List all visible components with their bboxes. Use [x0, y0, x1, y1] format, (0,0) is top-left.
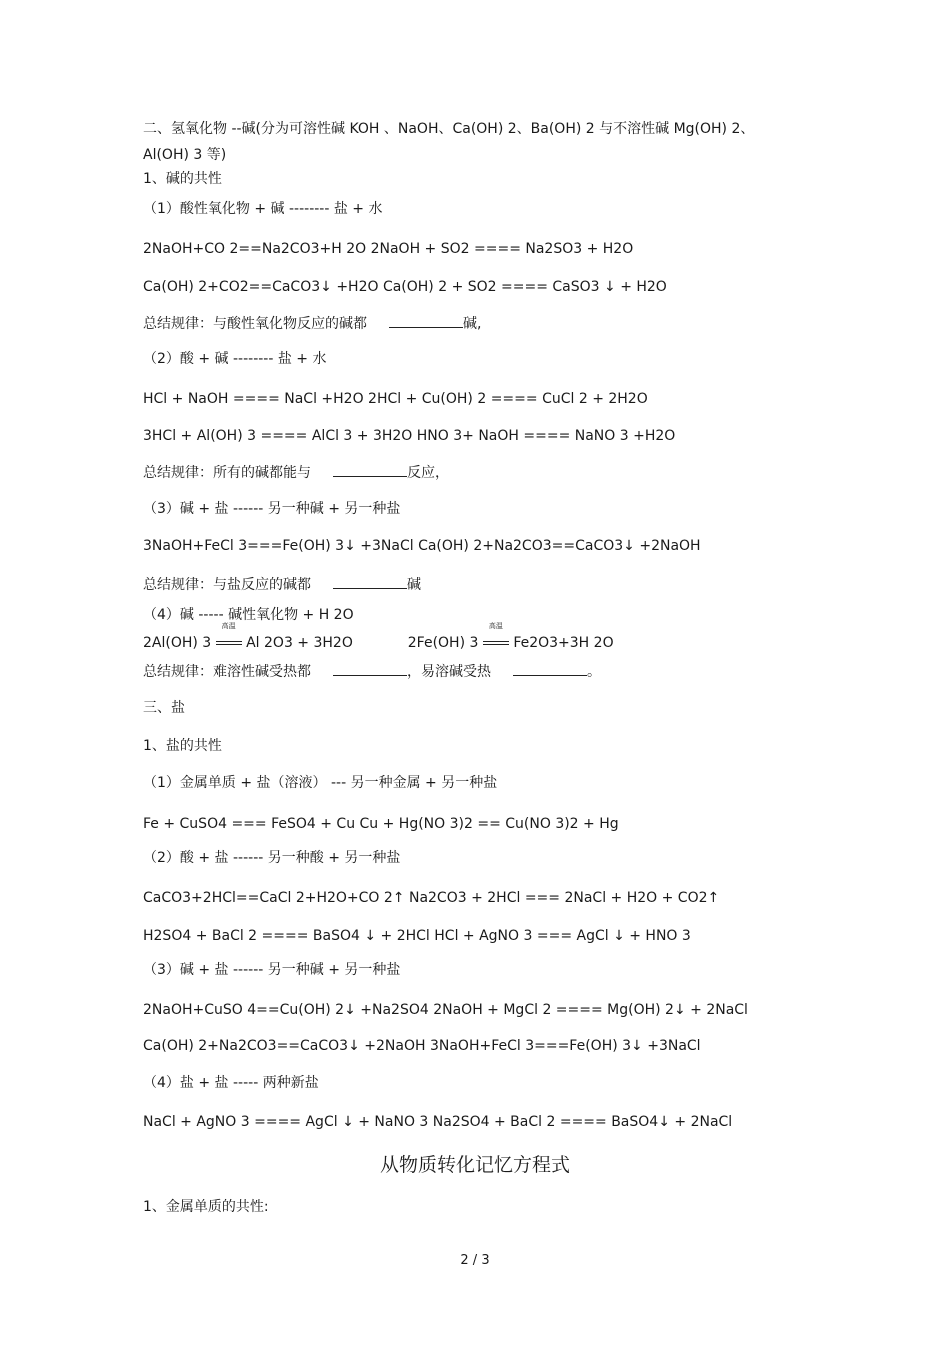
high-temperature-equals [216, 622, 242, 652]
summary-text: 总结规律：与酸性氧化物反应的碱都 [143, 316, 367, 332]
summary-text: 碱 [407, 577, 421, 593]
equation-line: HCl + NaOH ==== NaCl +H2O 2HCl + Cu(OH) 2 ==== CuCl 2 + 2H2O [143, 391, 648, 407]
summary-line [143, 662, 890, 681]
base-property-1-title: （1）酸性氧化物 + 碱 -------- 盐 + 水 [143, 201, 383, 217]
fill-in-blank [333, 575, 407, 589]
summary-text: 总结规律：难溶性碱受热都 [143, 664, 311, 680]
salt-property-3-title: （3）碱 + 盐 ------ 另一种碱 + 另一种盐 [143, 962, 401, 978]
salt-property-1-title: （1）金属单质 + 盐（溶液） --- 另一种金属 + 另一种盐 [143, 775, 498, 791]
summary-text: 碱, [463, 316, 482, 332]
section2-subheading: 1、碱的共性 [143, 171, 222, 187]
equation-line: H2SO4 + BaCl 2 ==== BaSO4 ↓ + 2HCl HCl + AgNO 3 === AgCl ↓ + HNO 3 [143, 928, 691, 944]
equation-line: Ca(OH) 2+CO2==CaCO3↓ +H2O Ca(OH) 2 + SO2 ==== CaSO3 ↓ + H2O [143, 279, 667, 295]
section3-subheading: 1、盐的共性 [143, 738, 222, 754]
equation-line: 3NaOH+FeCl 3===Fe(OH) 3↓ +3NaCl Ca(OH) 2+Na2CO3==CaCO3↓ +2NaOH [143, 538, 701, 554]
equation-line: Fe + CuSO4 === FeSO4 + Cu Cu + Hg(NO 3)2 == Cu(NO 3)2 + Hg [143, 816, 619, 832]
summary-line [143, 463, 890, 482]
equation-line: 2NaOH+CO 2==Na2CO3+H 2O 2NaOH + SO2 ==== Na2SO3 + H2O [143, 241, 634, 257]
section3-heading: 三、盐 [143, 700, 185, 716]
equation-product: Fe2O3+3H 2O [513, 635, 614, 651]
equation-line: NaCl + AgNO 3 ==== AgCl ↓ + NaNO 3 Na2SO4 + BaCl 2 ==== BaSO4↓ + 2NaCl [143, 1114, 733, 1130]
summary-text: 反应， [407, 465, 449, 481]
base-property-4-title: （4）碱 ----- 碱性氧化物 + H 2O [143, 607, 354, 623]
base-property-3-title: （3）碱 + 盐 ------ 另一种碱 + 另一种盐 [143, 501, 401, 517]
metal-property-heading: 1、金属单质的共性: [143, 1199, 269, 1215]
equation-line: 3HCl + Al(OH) 3 ==== AlCl 3 + 3H2O HNO 3+ NaOH ==== NaNO 3 +H2O [143, 428, 676, 444]
salt-property-4-title: （4）盐 + 盐 ----- 两种新盐 [143, 1075, 319, 1091]
summary-text: 总结规律：所有的碱都能与 [143, 465, 311, 481]
summary-text: 总结规律：与盐反应的碱都 [143, 577, 311, 593]
summary-text: 。 [587, 664, 601, 680]
condition-label: 高温 [488, 622, 503, 630]
summary-line [143, 314, 890, 333]
fill-in-blank [333, 662, 407, 676]
fill-in-blank [333, 463, 407, 477]
base-property-2-title: （2）酸 + 碱 -------- 盐 + 水 [143, 351, 327, 367]
summary-line [143, 575, 890, 594]
section2-heading-line1: 二、氢氧化物 --碱(分为可溶性碱 KOH 、NaOH、Ca(OH) 2、Ba(OH) 2 与不溶性碱 Mg(OH) 2、 [143, 121, 755, 137]
salt-property-2-title: （2）酸 + 盐 ------ 另一种酸 + 另一种盐 [143, 850, 401, 866]
summary-text: ，易溶碱受热 [407, 664, 491, 680]
section2-heading-line2: Al(OH) 3 等) [143, 147, 227, 163]
equation-line: Ca(OH) 2+Na2CO3==CaCO3↓ +2NaOH 3NaOH+FeCl 3===Fe(OH) 3↓ +3NaCl [143, 1038, 701, 1054]
equation-product: Al 2O3 + 3H2O [246, 635, 353, 651]
high-temperature-equals [483, 622, 509, 652]
page-number: 2 / 3 [460, 1253, 490, 1268]
page-title: 从物质转化记忆方程式 [379, 1154, 570, 1176]
condition-label: 高温 [221, 622, 236, 630]
equation-line [143, 622, 890, 652]
equation-line: 2NaOH+CuSO 4==Cu(OH) 2↓ +Na2SO4 2NaOH + MgCl 2 ==== Mg(OH) 2↓ + 2NaCl [143, 1002, 748, 1018]
fill-in-blank [513, 662, 587, 676]
equation-reactant: 2Fe(OH) 3 [407, 635, 479, 651]
fill-in-blank [389, 314, 463, 328]
equation-line: CaCO3+2HCl==CaCl 2+H2O+CO 2↑ Na2CO3 + 2HCl === 2NaCl + H2O + CO2↑ [143, 890, 720, 906]
equation-reactant: 2Al(OH) 3 [143, 635, 212, 651]
